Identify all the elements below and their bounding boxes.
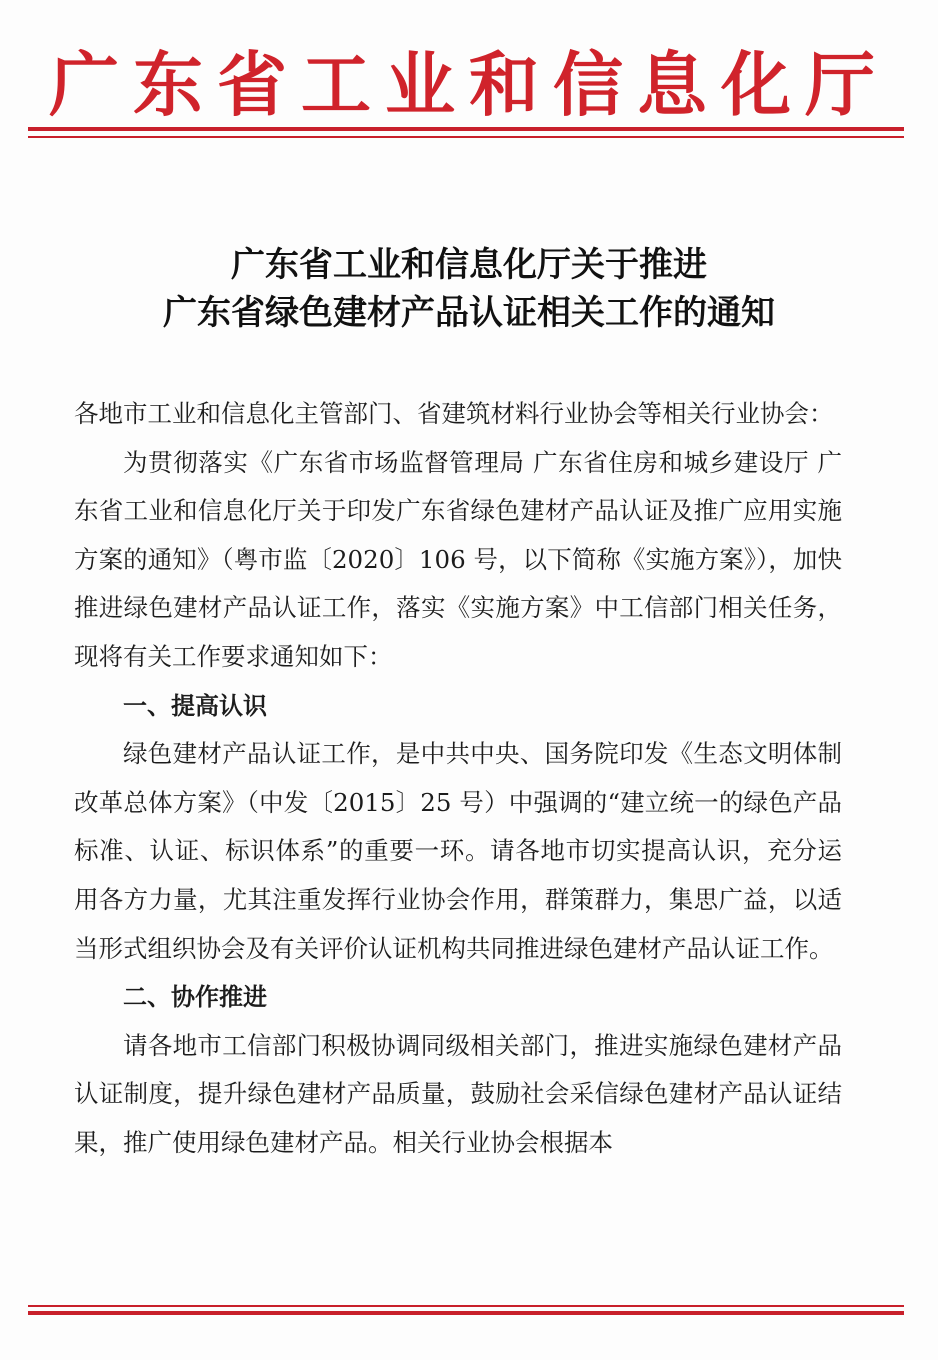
document-title-line-2: 广东省绿色建材产品认证相关工作的通知 (163, 293, 775, 333)
letterhead-rule-thin (28, 136, 904, 138)
document-body (74, 390, 842, 1168)
footer-rule-thin (28, 1305, 904, 1307)
footer-rule-thick (28, 1311, 904, 1315)
salutation: 各地市工业和信息化主管部门、省建筑材料行业协会等相关行业协会： (74, 399, 834, 428)
intro-paragraph: 为贯彻落实《广东省市场监督管理局 广东省住房和城乡建设厅 广东省工业和信息化厅关于印发广东省绿色建材产品认证及推广应用实施方案的通知》（粤市监〔2020〕106 号，以下简称《实施方案》），加快推进绿色建材产品认证工作，落实《实施方案》中工信部门相关任务，现将有关工作要求通知如下： (74, 447, 842, 671)
section-paragraph-2: 请各地市工信部门积极协调同级相关部门，推进实施绿色建材产品认证制度，提升绿色建材产品质量，鼓励社会采信绿色建材产品认证结果，推广使用绿色建材产品。相关行业协会根据本 (74, 1030, 842, 1157)
section-paragraph-1: 绿色建材产品认证工作，是中共中央、国务院印发《生态文明体制改革总体方案》（中发〔2015〕25 号）中强调的“建立统一的绿色产品标准、认证、标识体系”的重要一环。请各地市切实提高认识，充分运用各方力量，尤其注重发挥行业协会作用，群策群力，集思广益，以适当形式组织协会及有关评价认证机构共同推进绿色建材产品认证工作。 (74, 739, 842, 963)
section-heading-2: 二、协作推进 (123, 983, 267, 1012)
letterhead-rule-thick (28, 127, 904, 131)
document-title-line-1: 广东省工业和信息化厅关于推进 (231, 245, 707, 285)
section-heading-1: 一、提高认识 (123, 691, 267, 720)
letterhead-org-name: 广东省工业和信息化厅 (49, 44, 889, 126)
